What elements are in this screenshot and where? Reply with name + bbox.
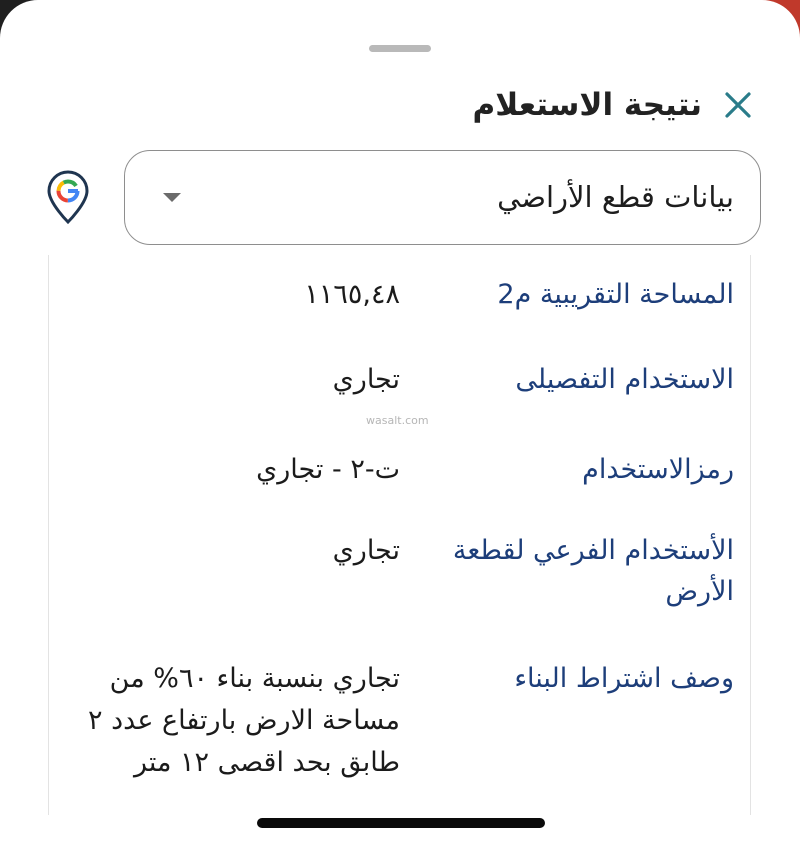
row-label: رمزالاستخدام [582, 454, 734, 485]
sheet-header [0, 80, 800, 130]
home-indicator[interactable] [257, 818, 545, 828]
content-border-left [48, 255, 49, 815]
row-label: الاستخدام التفصيلى [515, 364, 734, 395]
row-label: وصف اشتراط البناء [514, 663, 734, 694]
row-value: ١١٦٥,٤٨ [304, 279, 400, 310]
row-label: الأستخدام الفرعي لقطعة الأرض [452, 535, 734, 607]
info-row-building-condition [60, 658, 740, 786]
info-row-sub-use [60, 530, 740, 614]
content-border-right [750, 255, 751, 815]
info-row-detailed-use [60, 359, 740, 403]
row-value: تجاري [332, 535, 400, 566]
close-icon [724, 91, 752, 119]
dropdown-selected-value: بيانات قطع الأراضي [497, 180, 734, 214]
google-location-pin-icon[interactable] [45, 170, 91, 226]
caret-down-icon [163, 193, 181, 202]
info-row-area [60, 274, 740, 318]
row-value: تجاري [332, 364, 400, 395]
row-label: المساحة التقريبية م2 [497, 279, 734, 310]
drag-handle[interactable] [369, 45, 431, 52]
page-title: نتيجة الاستعلام [472, 87, 702, 123]
close-button[interactable] [719, 86, 757, 124]
row-value: ت-٢ - تجاري [256, 454, 400, 485]
row-value: تجاري بنسبة بناء ٦٠% من مساحة الارض بارتفاع عدد ٢ طابق بحد اقصى ١٢ متر [88, 663, 400, 778]
watermark: wasalt.com [366, 414, 429, 427]
land-data-dropdown[interactable] [124, 150, 761, 245]
info-row-use-code [60, 449, 740, 493]
google-pin-svg [45, 170, 91, 226]
